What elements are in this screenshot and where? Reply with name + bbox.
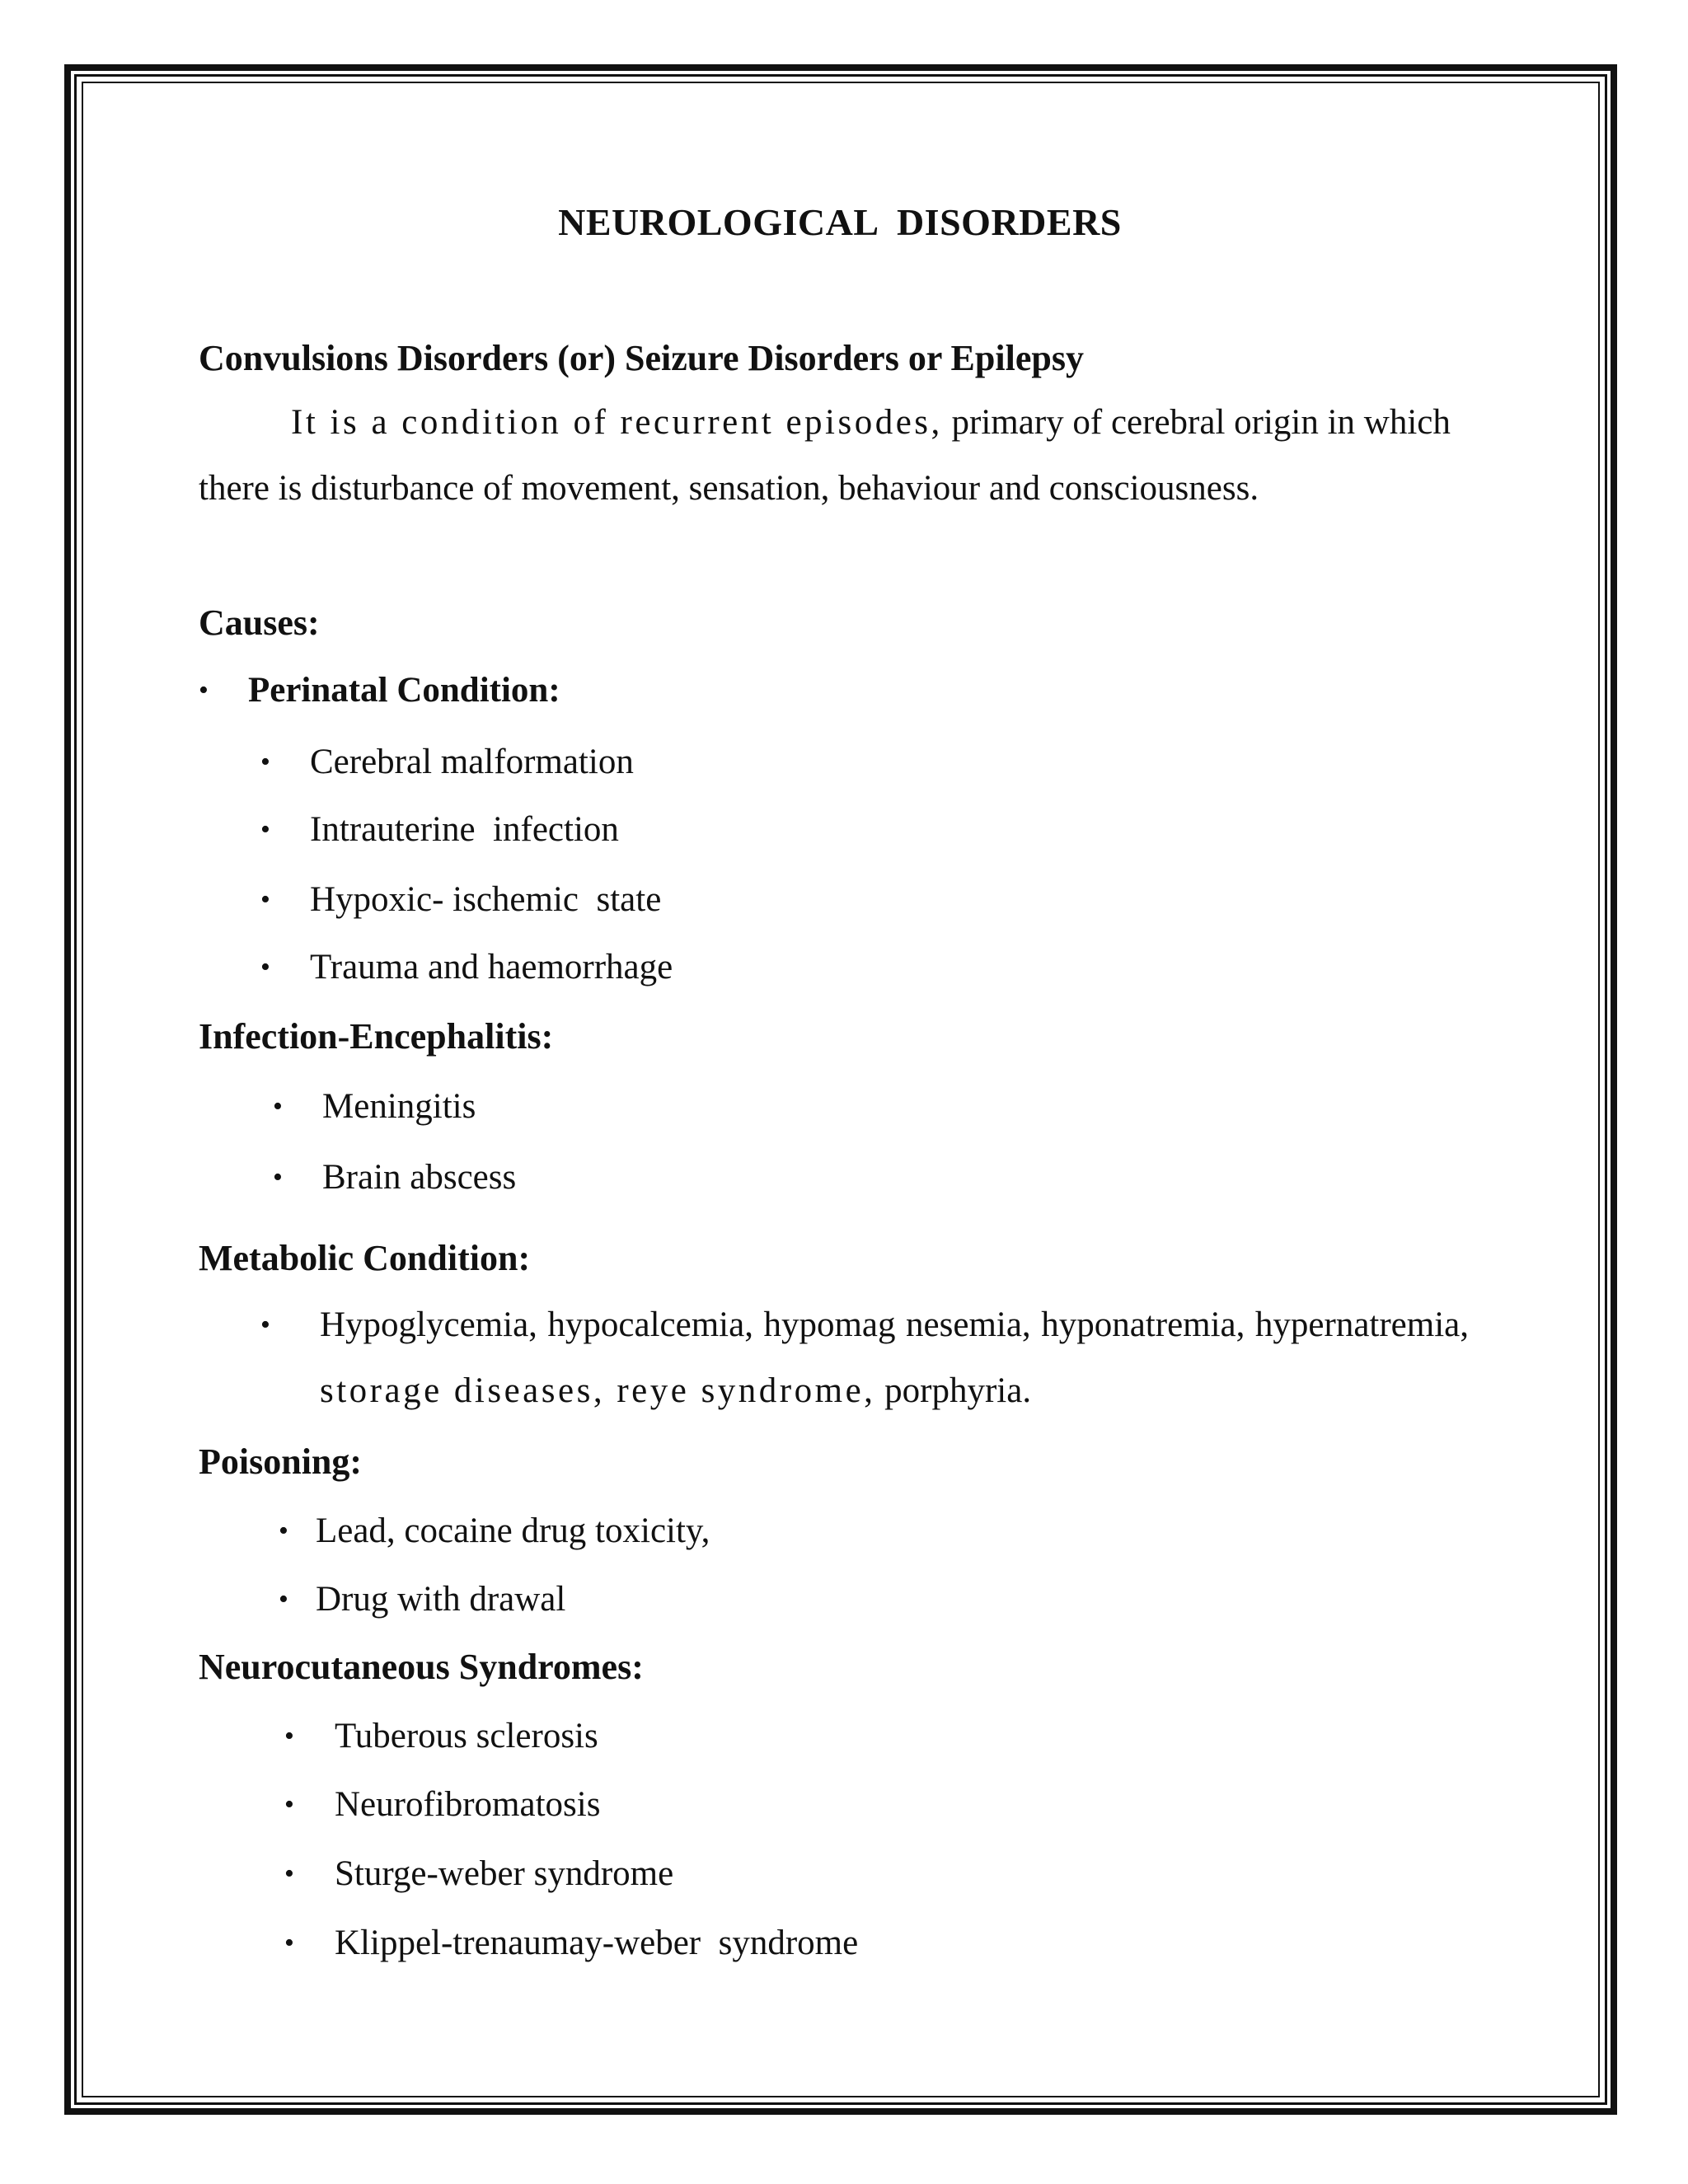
list-item-text: Hypoxic- ischemic state bbox=[310, 880, 662, 919]
list-item-text: Intrauterine infection bbox=[310, 810, 619, 849]
list-item-text: Brain abscess bbox=[322, 1158, 517, 1197]
list-item-text: Lead, cocaine drug toxicity, bbox=[316, 1511, 710, 1550]
definition-paragraph bbox=[199, 390, 1481, 522]
bullet-icon: • bbox=[273, 1091, 283, 1122]
list-item-text: Neurofibromatosis bbox=[335, 1785, 601, 1824]
bullet-icon: • bbox=[279, 1516, 288, 1546]
document-page bbox=[199, 0, 1481, 2184]
infection-heading: Infection-Encephalitis: bbox=[199, 1016, 554, 1057]
section-heading: Convulsions Disorders (or) Seizure Disorders or Epilepsy bbox=[199, 338, 1084, 378]
bullet-icon: • bbox=[284, 1721, 294, 1751]
bullet-icon: • bbox=[260, 814, 270, 845]
bullet-icon: • bbox=[260, 952, 270, 982]
list-item-text bbox=[320, 1292, 1469, 1424]
definition-text-spaced: It is a condition of recurrent episodes, bbox=[291, 403, 943, 442]
page-title: NEUROLOGICAL DISORDERS bbox=[558, 201, 1122, 243]
perinatal-heading: Perinatal Condition: bbox=[248, 671, 560, 710]
list-item-text: Cerebral malformation bbox=[310, 743, 634, 781]
metabolic-heading: Metabolic Condition: bbox=[199, 1238, 531, 1278]
bullet-icon: • bbox=[279, 1584, 288, 1615]
bullet-icon: • bbox=[260, 747, 270, 777]
bullet-icon: • bbox=[273, 1162, 283, 1193]
definition-text: primary of cerebral origin in which there is disturbance of movement, sensation, behaviour and consciousness. bbox=[199, 403, 1451, 508]
list-item-text: Trauma and haemorrhage bbox=[310, 948, 673, 987]
list-item-text: Drug with drawal bbox=[316, 1580, 566, 1619]
metabolic-text-spaced: storage diseases, reye syndrome, bbox=[320, 1371, 876, 1410]
list-item-text: Klippel-trenaumay-weber syndrome bbox=[335, 1924, 859, 1962]
bullet-icon: • bbox=[260, 884, 270, 915]
metabolic-text-end: porphyria. bbox=[875, 1371, 1032, 1410]
bullet-icon: • bbox=[199, 675, 209, 705]
neurocutaneous-heading: Neurocutaneous Syndromes: bbox=[199, 1647, 644, 1687]
bullet-icon: • bbox=[284, 1858, 294, 1889]
list-item-text: Meningitis bbox=[322, 1087, 476, 1126]
causes-heading: Causes: bbox=[199, 602, 320, 643]
list-item-text: Tuberous sclerosis bbox=[335, 1717, 598, 1755]
bullet-icon: • bbox=[260, 1310, 270, 1340]
bullet-icon: • bbox=[284, 1789, 294, 1820]
list-item-text: Sturge-weber syndrome bbox=[335, 1854, 674, 1893]
metabolic-text: Hypoglycemia, hypocalcemia, hypomag nesemia, hyponatremia, hypernatremia, bbox=[320, 1305, 1469, 1344]
bullet-icon: • bbox=[284, 1928, 294, 1958]
poisoning-heading: Poisoning: bbox=[199, 1441, 363, 1482]
